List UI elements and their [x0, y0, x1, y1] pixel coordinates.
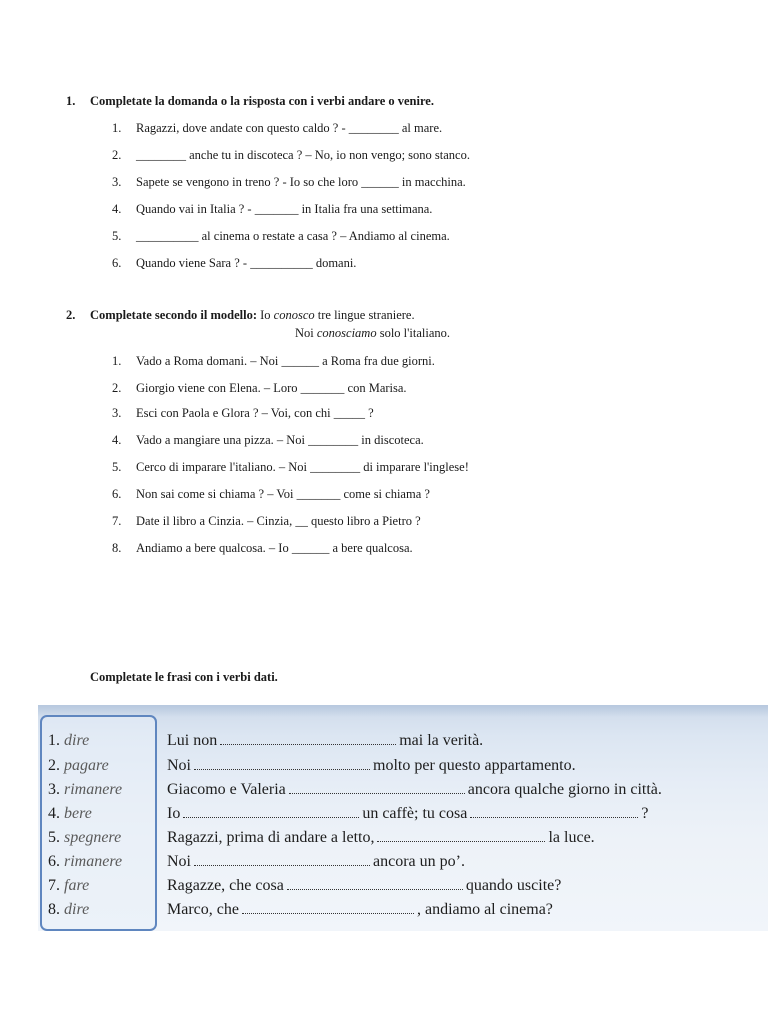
exercise-2-item — [112, 432, 424, 448]
item-text: Ragazzi, dove andate con questo caldo ? - ________ al mare. — [136, 121, 443, 135]
verb-text: rimanere — [64, 853, 123, 870]
textbook-scan — [38, 705, 768, 931]
model-line-2-post: solo l'italiano. — [376, 326, 451, 340]
sentence-middle: un caffè; tu cosa — [362, 805, 468, 822]
item-text: __________ al cinema o restate a casa ? – Andiamo al cinema. — [136, 229, 450, 243]
item-text: Cerco di imparare l'italiano. – Noi ________ di imparare l'inglese! — [136, 460, 469, 474]
verb-number: 3. — [48, 781, 60, 798]
item-number: 7. — [112, 514, 122, 528]
verb-item — [48, 757, 109, 775]
verb-item — [48, 901, 89, 919]
blank — [287, 888, 463, 890]
sentence-row — [167, 877, 561, 895]
item-number: 1. — [112, 121, 122, 135]
blank — [194, 768, 370, 770]
exercise-2-item — [112, 486, 430, 502]
sentence-start: Marco, che — [167, 901, 239, 918]
sentence-end: la luce. — [548, 829, 595, 846]
sentence-row — [167, 901, 553, 919]
model-line-1-post: tre lingue straniere. — [314, 308, 415, 322]
item-text: Vado a Roma domani. – Noi ______ a Roma fra due giorni. — [136, 354, 435, 368]
verb-text: dire — [64, 732, 90, 749]
model-line-2-pre: Noi — [295, 326, 317, 340]
item-text: Andiamo a bere qualcosa. – Io ______ a bere qualcosa. — [136, 541, 413, 555]
model-line-1-pre: Io — [260, 308, 274, 322]
verb-text: dire — [64, 901, 90, 918]
verb-item — [48, 732, 89, 750]
exercise-2-item — [112, 353, 435, 369]
item-text: Non sai come si chiama ? – Voi _______ come si chiama ? — [136, 487, 430, 501]
item-number: 5. — [112, 229, 122, 243]
verb-number: 7. — [48, 877, 60, 894]
verb-item — [48, 829, 121, 847]
item-text: ________ anche tu in discoteca ? – No, io non vengo; sono stanco. — [136, 148, 470, 162]
item-number: 2. — [112, 148, 122, 162]
exercise-2-heading: Completate secondo il modello: — [90, 308, 257, 322]
sentence-start: Ragazze, che cosa — [167, 877, 284, 894]
exercise-2-item — [112, 513, 421, 529]
sentence-end: quando uscite? — [465, 877, 562, 894]
exercise-1-number: 1. — [66, 94, 76, 108]
blank — [377, 840, 545, 842]
item-number: 6. — [112, 487, 122, 501]
exercise-1-item — [112, 120, 442, 136]
exercise-2-item — [112, 459, 469, 475]
verb-text: fare — [64, 877, 90, 894]
exercise-1-heading: Completate la domanda o la risposta con i verbi andare o venire. — [90, 94, 434, 108]
sentence-start: Noi — [167, 757, 191, 774]
blank — [220, 743, 396, 745]
verb-number: 5. — [48, 829, 60, 846]
item-text: Date il libro a Cinzia. – Cinzia, __ questo libro a Pietro ? — [136, 514, 421, 528]
exercise-2-title — [66, 308, 415, 323]
exercise-2-number: 2. — [66, 308, 76, 322]
exercise-2-item — [112, 540, 413, 556]
exercise-3-title: Completate le frasi con i verbi dati. — [90, 670, 278, 684]
sentence-end: , andiamo al cinema? — [416, 901, 553, 918]
model-line-1-verb: conosco — [273, 308, 315, 322]
verb-text: pagare — [64, 757, 109, 774]
exercise-1-item — [112, 228, 450, 244]
blank — [470, 816, 638, 818]
verb-item — [48, 877, 89, 895]
verb-number: 6. — [48, 853, 60, 870]
item-text: Quando viene Sara ? - __________ domani. — [136, 256, 357, 270]
exercise-1-title — [66, 94, 434, 109]
item-number: 3. — [112, 175, 122, 189]
sentence-end: ? — [641, 805, 649, 822]
sentence-row — [167, 829, 595, 847]
exercise-1-item — [112, 255, 356, 271]
verb-list-box — [40, 715, 157, 931]
verb-number: 1. — [48, 732, 60, 749]
sentence-row — [167, 732, 483, 750]
sentence-end: ancora qualche giorno in città. — [467, 781, 662, 798]
item-number: 1. — [112, 354, 122, 368]
exercise-1-item — [112, 147, 470, 163]
sentence-end: mai la verità. — [399, 732, 484, 749]
sentence-start: Giacomo e Valeria — [167, 781, 286, 798]
verb-item — [48, 853, 122, 871]
exercise-1-item — [112, 174, 466, 190]
verb-text: spegnere — [64, 829, 122, 846]
verb-number: 4. — [48, 805, 60, 822]
item-number: 6. — [112, 256, 122, 270]
verb-text: rimanere — [64, 781, 123, 798]
item-number: 3. — [112, 406, 122, 420]
verb-item — [48, 805, 92, 823]
model-line-2-verb: conosciamo — [316, 326, 377, 340]
item-number: 5. — [112, 460, 122, 474]
item-text: Giorgio viene con Elena. – Loro _______ con Marisa. — [136, 381, 407, 395]
sentence-row — [167, 781, 662, 799]
exercise-1-item — [112, 201, 432, 217]
exercise-2-item — [112, 405, 374, 421]
item-text: Vado a mangiare una pizza. – Noi ________ in discoteca. — [136, 433, 424, 447]
sentence-start: Lui non — [167, 732, 218, 749]
exercise-2-item — [112, 380, 407, 396]
item-text: Sapete se vengono in treno ? - Io so che loro ______ in macchina. — [136, 175, 466, 189]
verb-text: bere — [64, 805, 92, 822]
sentence-row — [167, 853, 465, 871]
sentence-start: Ragazzi, prima di andare a letto, — [167, 829, 375, 846]
sentence-start: Noi — [167, 853, 191, 870]
item-text: Esci con Paola e Glora ? – Voi, con chi _____ ? — [136, 406, 374, 420]
blank — [242, 912, 414, 914]
sentence-row — [167, 757, 576, 775]
verb-item — [48, 781, 122, 799]
verb-number: 2. — [48, 757, 60, 774]
sentence-row — [167, 805, 648, 823]
item-number: 2. — [112, 381, 122, 395]
blank — [194, 864, 370, 866]
item-number: 8. — [112, 541, 122, 555]
item-number: 4. — [112, 433, 122, 447]
sentence-start: Io — [167, 805, 181, 822]
blank — [289, 792, 465, 794]
verb-number: 8. — [48, 901, 60, 918]
item-number: 4. — [112, 202, 122, 216]
blank — [183, 816, 359, 818]
sentence-end: ancora un po’. — [373, 853, 465, 870]
exercise-2-model-line-2 — [295, 326, 450, 341]
item-text: Quando vai in Italia ? - _______ in Italia fra una settimana. — [136, 202, 433, 216]
sentence-end: molto per questo appartamento. — [373, 757, 576, 774]
